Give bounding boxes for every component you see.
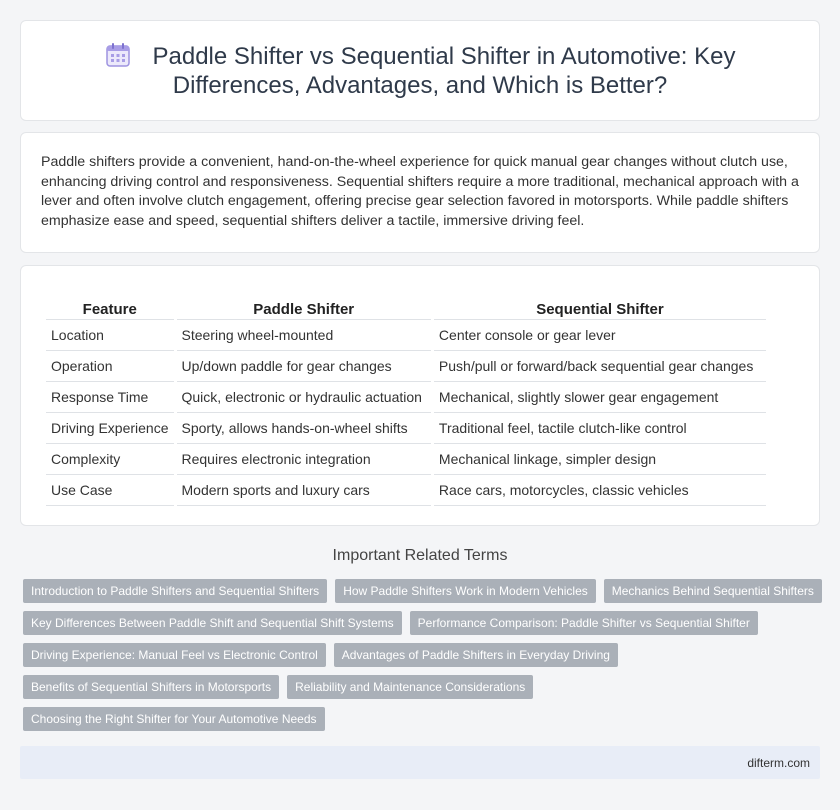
table-row <box>46 444 766 475</box>
tag-row <box>23 611 823 635</box>
table-row <box>46 382 766 413</box>
table-cell-feature: Complexity <box>46 444 174 475</box>
summary-text: Paddle shifters provide a convenient, hand-on-the-wheel experience for quick manual gear changes without clutch use, enhancing driving control and responsiveness. Sequential shifters require a more traditional, mechanical approach with a lever and often involve clutch engagement, offering precise gear selection favored in motorsports. While paddle shifters emphasize ease and speed, sequential shifters deliver a tactile, immersive driving feel. <box>41 154 799 229</box>
table-cell-feature: Driving Experience <box>46 413 174 444</box>
related-term-link[interactable]: Mechanics Behind Sequential Shifters <box>604 579 822 603</box>
table-cell-feature: Location <box>46 320 174 351</box>
summary-card <box>20 132 820 253</box>
table-cell-paddle: Sporty, allows hands-on-wheel shifts <box>177 413 431 444</box>
related-term-link[interactable]: Benefits of Sequential Shifters in Motorsports <box>23 675 279 699</box>
table-cell-paddle: Quick, electronic or hydraulic actuation <box>177 382 431 413</box>
table-cell-feature: Use Case <box>46 475 174 506</box>
table-cell-feature: Response Time <box>46 382 174 413</box>
table-cell-sequential: Race cars, motorcycles, classic vehicles <box>434 475 766 506</box>
table-cell-paddle: Modern sports and luxury cars <box>177 475 431 506</box>
related-term-link[interactable]: Reliability and Maintenance Considerations <box>287 675 533 699</box>
related-term-link[interactable]: Driving Experience: Manual Feel vs Electronic Control <box>23 643 326 667</box>
tag-row <box>23 643 823 667</box>
table-cell-feature: Operation <box>46 351 174 382</box>
tag-row <box>23 675 823 699</box>
header-paddle-shifter: Paddle Shifter <box>177 296 431 320</box>
table-cell-sequential: Traditional feel, tactile clutch-like control <box>434 413 766 444</box>
calendar-icon <box>105 42 131 68</box>
table-header-row <box>46 296 766 320</box>
table-row <box>46 475 766 506</box>
footer-site-link[interactable]: difterm.com <box>747 756 810 770</box>
table-cell-paddle: Up/down paddle for gear changes <box>177 351 431 382</box>
page-title: Paddle Shifter vs Sequential Shifter in Automotive: Key Differences, Advantages, and Which is Better? <box>152 42 736 99</box>
related-term-link[interactable]: Introduction to Paddle Shifters and Sequential Shifters <box>23 579 327 603</box>
related-terms-list <box>23 579 823 739</box>
header-sequential-shifter: Sequential Shifter <box>434 296 766 320</box>
title-card <box>20 20 820 121</box>
related-term-link[interactable]: Key Differences Between Paddle Shift and Sequential Shift Systems <box>23 611 402 635</box>
page-title-wrap <box>61 42 779 100</box>
table-cell-sequential: Mechanical, slightly slower gear engagement <box>434 382 766 413</box>
related-term-link[interactable]: Advantages of Paddle Shifters in Everyday Driving <box>334 643 618 667</box>
related-term-link[interactable]: Choosing the Right Shifter for Your Automotive Needs <box>23 707 325 731</box>
tag-row <box>23 579 823 603</box>
table-cell-paddle: Requires electronic integration <box>177 444 431 475</box>
table-cell-sequential: Push/pull or forward/back sequential gear changes <box>434 351 766 382</box>
table-cell-sequential: Mechanical linkage, simpler design <box>434 444 766 475</box>
related-term-link[interactable]: How Paddle Shifters Work in Modern Vehicles <box>335 579 596 603</box>
comparison-table <box>43 296 769 506</box>
related-term-link[interactable]: Performance Comparison: Paddle Shifter vs Sequential Shifter <box>410 611 758 635</box>
table-cell-sequential: Center console or gear lever <box>434 320 766 351</box>
table-row <box>46 413 766 444</box>
header-feature: Feature <box>46 296 174 320</box>
table-cell-paddle: Steering wheel-mounted <box>177 320 431 351</box>
comparison-table-card <box>20 265 820 526</box>
table-row <box>46 351 766 382</box>
footer <box>20 746 820 779</box>
table-row <box>46 320 766 351</box>
related-terms-heading: Important Related Terms <box>332 547 508 564</box>
tag-row <box>23 707 823 731</box>
